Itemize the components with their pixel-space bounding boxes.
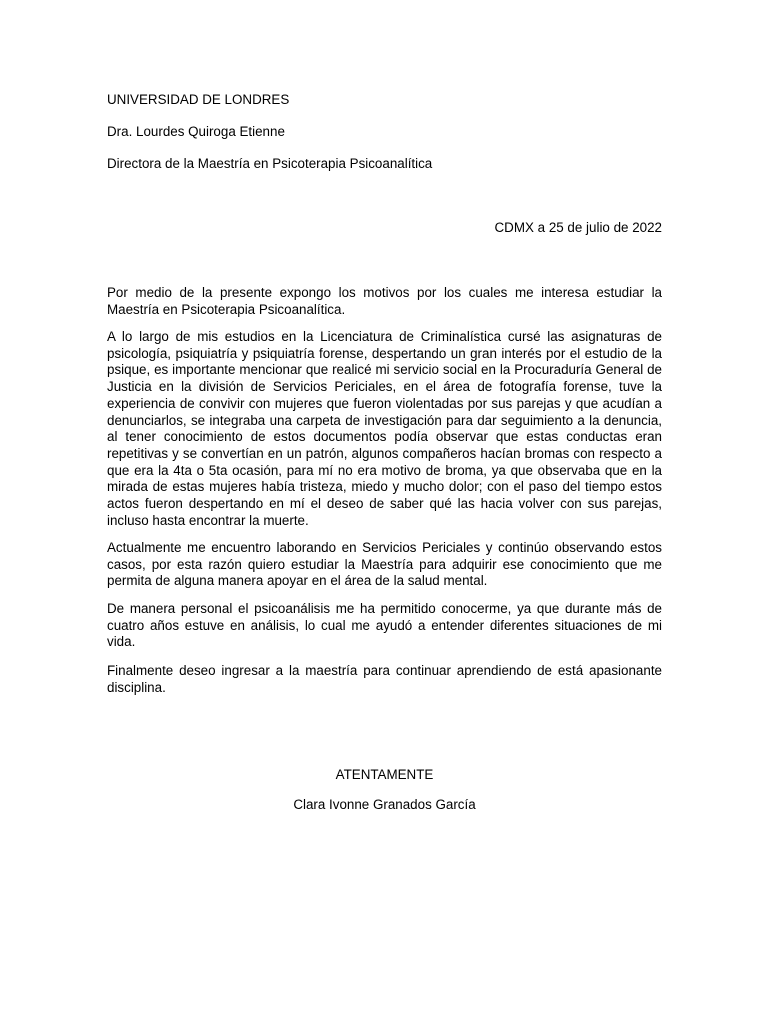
- university-name: UNIVERSIDAD DE LONDRES: [107, 92, 290, 107]
- signature-name: Clara Ivonne Granados García: [293, 797, 476, 812]
- body-paragraph-1: Por medio de la presente expongo los motivos por los cuales me interesa estudiar la Maestría en Psicoterapia Psicoanalítica.: [107, 285, 662, 317]
- recipient-title: Directora de la Maestría en Psicoterapia Psicoanalítica: [107, 156, 433, 171]
- recipient-name: Dra. Lourdes Quiroga Etienne: [107, 124, 285, 139]
- body-paragraph-5: Finalmente deseo ingresar a la maestría para continuar aprendiendo de está apasionante disciplina.: [107, 663, 662, 695]
- body-paragraph-4: De manera personal el psicoanálisis me ha permitido conocerme, ya que durante más de cuatro años estuve en análisis, lo cual me ayudó a entender diferentes situaciones de mi vida.: [107, 601, 662, 650]
- body-paragraph-2: A lo largo de mis estudios en la Licenciatura de Criminalística cursé las asignaturas de psicología, psiquiatría y psiquiatría forense, despertando un gran interés por el estudio de la psique, es importante mencionar que realicé mi servicio social en la Procuraduría General de Justicia en la división de Servicios Periciales, en el área de fotografía forense, tuve la experiencia de convivir con mujeres que fueron violentadas por sus parejas y que acudían a denunciarlos, se integraba una carpeta de investigación para dar seguimiento a la denuncia, al tener conocimiento de estos documentos podía observar que estas conductas eran repetitivas y se convertían en un patrón, algunos compañeros hacían bromas con respecto a que era la 4ta o 5ta ocasión, para mí no era motivo de broma, ya que observaba que en la mirada de estas mujeres había tristeza, miedo y mucho dolor; con el paso del tiempo estos actos fueron despertando en mí el deseo de saber qué las hacia volver con sus parejas, incluso hasta encontrar la muerte.: [107, 329, 662, 528]
- date-line: CDMX a 25 de julio de 2022: [494, 220, 662, 235]
- closing-salutation: ATENTAMENTE: [335, 767, 434, 782]
- body-paragraph-3: Actualmente me encuentro laborando en Servicios Periciales y continúo observando estos casos, por esta razón quiero estudiar la Maestría para adquirir ese conocimiento que me permita de alguna manera apoyar en el área de la salud mental.: [107, 540, 662, 589]
